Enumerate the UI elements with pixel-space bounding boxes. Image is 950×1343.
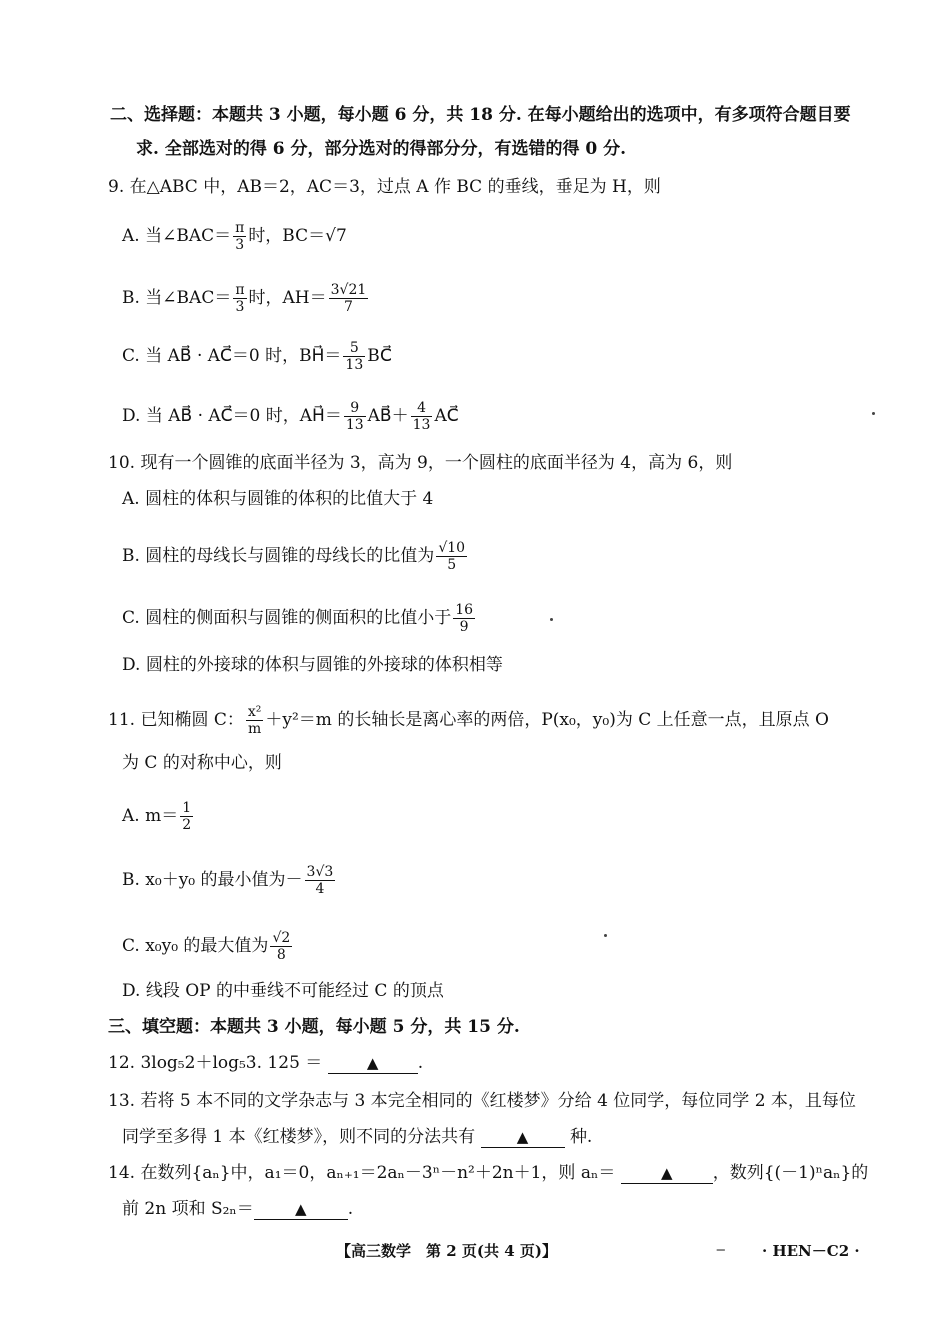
answer-blank[interactable]: ▲ [481, 1127, 565, 1148]
q11-option-d: D. 线段 OP 的中垂线不可能经过 C 的顶点 [122, 981, 444, 1001]
scan-speck [604, 934, 607, 937]
q11-stem: 11. 已知椭圆 C： $\frac{\text{x²}}{m}$ ＋y²＝m 的长轴长是离心率的两倍，P(x₀，y₀)为 C 上任意一点，且原点 O [108, 704, 829, 737]
fraction: $\frac{3√3}{4}$ [306, 864, 334, 897]
q9-option-b: B. 当∠BAC＝ $\frac{\pi}{3}$ 时，AH＝ $\frac{3√21}{7}$ [122, 282, 367, 315]
footer-code: · HEN－C2 · [762, 1242, 860, 1260]
answer-blank[interactable]: ▲ [621, 1163, 713, 1184]
scan-speck [872, 412, 875, 415]
q10-option-c: C. 圆柱的侧面积与圆锥的侧面积的比值小于 $\frac{16}{9}$ [122, 602, 474, 635]
q9-option-a: A. 当∠BAC＝ $\frac{\pi}{3}$ 时，BC＝√7 [122, 220, 347, 253]
q10-option-a: A. 圆柱的体积与圆锥的体积的比值大于 4 [122, 489, 434, 509]
fraction: $\frac{√10}{5}$ [438, 540, 466, 573]
q14-line1: 14. 在数列{aₙ}中，a₁＝0，aₙ₊₁＝2aₙ－3ⁿ－n²＋2n＋1，则 aₙ＝ ▲ ，数列{(－1)ⁿaₙ}的 [108, 1163, 869, 1183]
fraction: $\frac{4}{13}$ [412, 400, 431, 433]
fraction: $\frac{\text{x²}}{m}$ [247, 704, 262, 737]
q13-line1: 13. 若将 5 本不同的文学杂志与 3 本完全相同的《红楼梦》分给 4 位同学，每位同学 2 本，且每位 [108, 1091, 856, 1111]
q11-option-b: B. x₀＋y₀ 的最小值为－ $\frac{3√3}{4}$ [122, 864, 334, 897]
fraction: $\frac{√2}{8}$ [272, 930, 291, 963]
fraction: $\frac{3√21}{7}$ [330, 282, 367, 315]
q9-option-d: D. 当 AB⃗ · AC⃗＝0 时，AH⃗＝ $\frac{9}{13}$ AB⃗＋ $\frac{4}{13}$ AC⃗ [122, 400, 459, 433]
section3-heading: 三、填空题：本题共 3 小题，每小题 5 分，共 15 分. [108, 1017, 520, 1037]
footer-dash: ‒ [716, 1240, 726, 1258]
q12: 12. 3log₅2＋log₅3. 125 ＝ ▲ . [108, 1053, 424, 1073]
fraction: $\frac{1}{2}$ [182, 800, 192, 833]
fraction: $\frac{9}{13}$ [345, 400, 364, 433]
q14-line2: 前 2n 项和 S₂ₙ＝ ▲ . [122, 1199, 354, 1219]
section2-heading-cont: 求. 全部选对的得 6 分，部分选对的得部分分，有选错的得 0 分. [136, 139, 627, 159]
q11-stem-cont: 为 C 的对称中心，则 [122, 753, 282, 773]
fraction: $\frac{5}{13}$ [345, 340, 364, 373]
fraction: $\frac{16}{9}$ [455, 602, 474, 635]
q9-stem: 9. 在△ABC 中，AB＝2，AC＝3，过点 A 作 BC 的垂线，垂足为 H，则 [108, 177, 661, 197]
q9-option-c: C. 当 AB⃗ · AC⃗＝0 时，BH⃗＝ $\frac{5}{13}$ BC⃗ [122, 340, 392, 373]
q10-option-d: D. 圆柱的外接球的体积与圆锥的外接球的体积相等 [122, 655, 503, 675]
fraction: $\frac{\pi}{3}$ [235, 220, 245, 253]
q13-line2: 同学至多得 1 本《红楼梦》，则不同的分法共有 ▲ 种. [122, 1127, 593, 1147]
section2-heading: 二、选择题：本题共 3 小题，每小题 6 分，共 18 分. 在每小题给出的选项中，有多项符合题目要 [110, 105, 851, 125]
answer-blank[interactable]: ▲ [254, 1199, 348, 1220]
scan-speck [550, 618, 553, 621]
q10-stem: 10. 现有一个圆锥的底面半径为 3，高为 9，一个圆柱的底面半径为 4，高为 6，则 [108, 453, 733, 473]
fraction: $\frac{\pi}{3}$ [235, 282, 245, 315]
q11-option-a: A. m＝ $\frac{1}{2}$ [122, 800, 192, 833]
q11-option-c: C. x₀y₀ 的最大值为 $\frac{√2}{8}$ [122, 930, 291, 963]
answer-blank[interactable]: ▲ [328, 1053, 418, 1074]
page-footer: 【高三数学 第 2 页(共 4 页)】 [336, 1242, 557, 1260]
q10-option-b: B. 圆柱的母线长与圆锥的母线长的比值为 $\frac{√10}{5}$ [122, 540, 466, 573]
